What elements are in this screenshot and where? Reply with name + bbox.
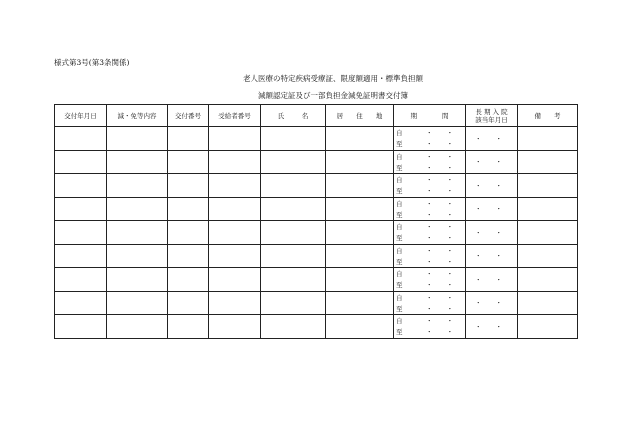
title-line-2: 減額認定証及び一部負担金減免証明書交付簿 [258, 91, 408, 100]
cell-hospital-date[interactable] [466, 150, 518, 174]
header-period [394, 105, 466, 127]
header-remarks-1: 備 [534, 112, 541, 120]
period-from-label: 自 [396, 129, 403, 138]
title-line-1: 老人医療の特定疾病受療証、限度額適用・標準負担額 [243, 74, 423, 83]
cell-period[interactable] [394, 221, 466, 245]
cell-address[interactable] [326, 291, 394, 315]
cell-remarks[interactable] [518, 197, 578, 221]
header-address [326, 105, 394, 127]
cell-period[interactable] [394, 150, 466, 174]
date-dots: ・ ・ [474, 275, 509, 284]
header-recipient-number: 受給者番号 [209, 105, 261, 127]
cell-exemption[interactable] [107, 127, 168, 151]
cell-issue-number[interactable] [168, 174, 209, 198]
cell-hospital-date[interactable] [466, 197, 518, 221]
cell-address[interactable] [326, 244, 394, 268]
cell-hospital-date[interactable] [466, 291, 518, 315]
cell-recipient-number[interactable] [209, 268, 261, 292]
period-from-label: 自 [396, 270, 403, 279]
header-row [55, 105, 578, 127]
period-to-label: 至 [396, 140, 403, 149]
cell-issue-number[interactable] [168, 315, 209, 339]
header-period-2: 間 [442, 112, 449, 120]
period-from-label: 自 [396, 317, 403, 326]
cell-address[interactable] [326, 268, 394, 292]
cell-exemption[interactable] [107, 221, 168, 245]
cell-issue-date[interactable] [55, 244, 107, 268]
header-period-1: 期 [410, 112, 417, 120]
cell-issue-date[interactable] [55, 221, 107, 245]
cell-name[interactable] [261, 268, 326, 292]
cell-issue-number[interactable] [168, 244, 209, 268]
cell-hospital-date[interactable] [466, 244, 518, 268]
cell-exemption[interactable] [107, 291, 168, 315]
cell-issue-date[interactable] [55, 197, 107, 221]
period-to-label: 至 [396, 163, 403, 172]
cell-recipient-number[interactable] [209, 291, 261, 315]
date-dots: ・ ・ [426, 152, 460, 161]
date-dots: ・ ・ [474, 181, 509, 190]
cell-address[interactable] [326, 315, 394, 339]
period-to-label: 至 [396, 210, 403, 219]
period-to-label: 至 [396, 234, 403, 243]
period-to-label: 至 [396, 187, 403, 196]
cell-name[interactable] [261, 150, 326, 174]
cell-name[interactable] [261, 127, 326, 151]
header-name-1: 氏 [277, 112, 285, 120]
cell-name[interactable] [261, 197, 326, 221]
cell-remarks[interactable] [518, 315, 578, 339]
date-dots: ・ ・ [426, 199, 460, 208]
header-hospital-line1: 長 期 入 院 [475, 107, 508, 116]
date-dots: ・ ・ [474, 299, 509, 308]
table-row [55, 221, 578, 245]
date-dots: ・ ・ [426, 293, 460, 302]
date-dots: ・ ・ [474, 322, 509, 331]
period-from-label: 自 [396, 152, 403, 161]
register-body [55, 127, 578, 339]
cell-address[interactable] [326, 150, 394, 174]
date-dots: ・ ・ [474, 205, 509, 214]
header-hospital-date [466, 105, 518, 127]
cell-issue-number[interactable] [168, 150, 209, 174]
cell-remarks[interactable] [518, 244, 578, 268]
table-row [55, 244, 578, 268]
cell-issue-date[interactable] [55, 174, 107, 198]
header-address-1: 居 [336, 112, 344, 120]
date-dots: ・ ・ [426, 317, 460, 326]
period-to-label: 至 [396, 281, 403, 290]
cell-issue-date[interactable] [55, 315, 107, 339]
register-table [54, 104, 578, 339]
cell-period[interactable] [394, 244, 466, 268]
cell-period[interactable] [394, 291, 466, 315]
cell-recipient-number[interactable] [209, 150, 261, 174]
cell-name[interactable] [261, 315, 326, 339]
header-address-3: 地 [375, 112, 383, 120]
cell-name[interactable] [261, 174, 326, 198]
cell-issue-number[interactable] [168, 221, 209, 245]
cell-name[interactable] [261, 221, 326, 245]
cell-issue-date[interactable] [55, 268, 107, 292]
header-remarks-2: 考 [554, 112, 561, 120]
header-name [261, 105, 326, 127]
cell-remarks[interactable] [518, 221, 578, 245]
cell-hospital-date[interactable] [466, 127, 518, 151]
period-from-label: 自 [396, 293, 403, 302]
date-dots: ・ ・ [474, 158, 509, 167]
cell-issue-number[interactable] [168, 291, 209, 315]
cell-issue-date[interactable] [55, 291, 107, 315]
table-row [55, 315, 578, 339]
header-exemption: 減・免等内容 [107, 105, 168, 127]
date-dots: ・ ・ [426, 246, 460, 255]
date-dots: ・ ・ [474, 252, 509, 261]
cell-exemption[interactable] [107, 197, 168, 221]
cell-exemption[interactable] [107, 150, 168, 174]
cell-hospital-date[interactable] [466, 315, 518, 339]
cell-hospital-date[interactable] [466, 268, 518, 292]
cell-address[interactable] [326, 197, 394, 221]
cell-name[interactable] [261, 291, 326, 315]
cell-issue-date[interactable] [55, 127, 107, 151]
date-dots: ・ ・ [474, 134, 509, 143]
date-dots: ・ ・ [474, 228, 509, 237]
header-issue-number: 交付番号 [168, 105, 209, 127]
header-issue-date: 交付年月日 [55, 105, 107, 127]
period-to-label: 至 [396, 304, 403, 313]
cell-remarks[interactable] [518, 127, 578, 151]
date-dots: ・ ・ [426, 223, 460, 232]
cell-period[interactable] [394, 268, 466, 292]
date-dots: ・ ・ [426, 163, 460, 172]
cell-exemption[interactable] [107, 268, 168, 292]
cell-issue-number[interactable] [168, 268, 209, 292]
cell-remarks[interactable] [518, 150, 578, 174]
period-from-label: 自 [396, 199, 403, 208]
table-row [55, 174, 578, 198]
cell-remarks[interactable] [518, 174, 578, 198]
cell-recipient-number[interactable] [209, 221, 261, 245]
cell-period[interactable] [394, 197, 466, 221]
header-address-2: 住 [356, 112, 363, 120]
date-dots: ・ ・ [426, 234, 460, 243]
date-dots: ・ ・ [426, 257, 460, 266]
table-row [55, 127, 578, 151]
cell-period[interactable] [394, 174, 466, 198]
date-dots: ・ ・ [426, 304, 460, 313]
header-hospital-line2: 該当年月日 [475, 115, 508, 124]
cell-hospital-date[interactable] [466, 174, 518, 198]
cell-exemption[interactable] [107, 315, 168, 339]
date-dots: ・ ・ [426, 129, 460, 138]
cell-issue-number[interactable] [168, 197, 209, 221]
table-row [55, 268, 578, 292]
cell-issue-number[interactable] [168, 127, 209, 151]
cell-address[interactable] [326, 174, 394, 198]
cell-remarks[interactable] [518, 268, 578, 292]
date-dots: ・ ・ [426, 210, 460, 219]
date-dots: ・ ・ [426, 270, 460, 279]
cell-remarks[interactable] [518, 291, 578, 315]
cell-issue-date[interactable] [55, 150, 107, 174]
period-to-label: 至 [396, 328, 403, 337]
cell-recipient-number[interactable] [209, 315, 261, 339]
period-from-label: 自 [396, 223, 403, 232]
cell-name[interactable] [261, 244, 326, 268]
table-row [55, 150, 578, 174]
period-from-label: 自 [396, 246, 403, 255]
date-dots: ・ ・ [426, 281, 460, 290]
header-name-2: 名 [301, 112, 309, 120]
date-dots: ・ ・ [426, 176, 460, 185]
period-to-label: 至 [396, 257, 403, 266]
cell-recipient-number[interactable] [209, 244, 261, 268]
date-dots: ・ ・ [426, 140, 460, 149]
cell-recipient-number[interactable] [209, 197, 261, 221]
cell-period[interactable] [394, 127, 466, 151]
cell-address[interactable] [326, 127, 394, 151]
period-from-label: 自 [396, 176, 403, 185]
table-row [55, 291, 578, 315]
cell-recipient-number[interactable] [209, 127, 261, 151]
cell-period[interactable] [394, 315, 466, 339]
header-remarks [518, 105, 578, 127]
date-dots: ・ ・ [426, 187, 460, 196]
cell-recipient-number[interactable] [209, 174, 261, 198]
form-number: 様式第3号(第3条関係) [54, 58, 130, 67]
cell-exemption[interactable] [107, 174, 168, 198]
cell-exemption[interactable] [107, 244, 168, 268]
cell-address[interactable] [326, 221, 394, 245]
table-row [55, 197, 578, 221]
date-dots: ・ ・ [426, 328, 460, 337]
cell-hospital-date[interactable] [466, 221, 518, 245]
